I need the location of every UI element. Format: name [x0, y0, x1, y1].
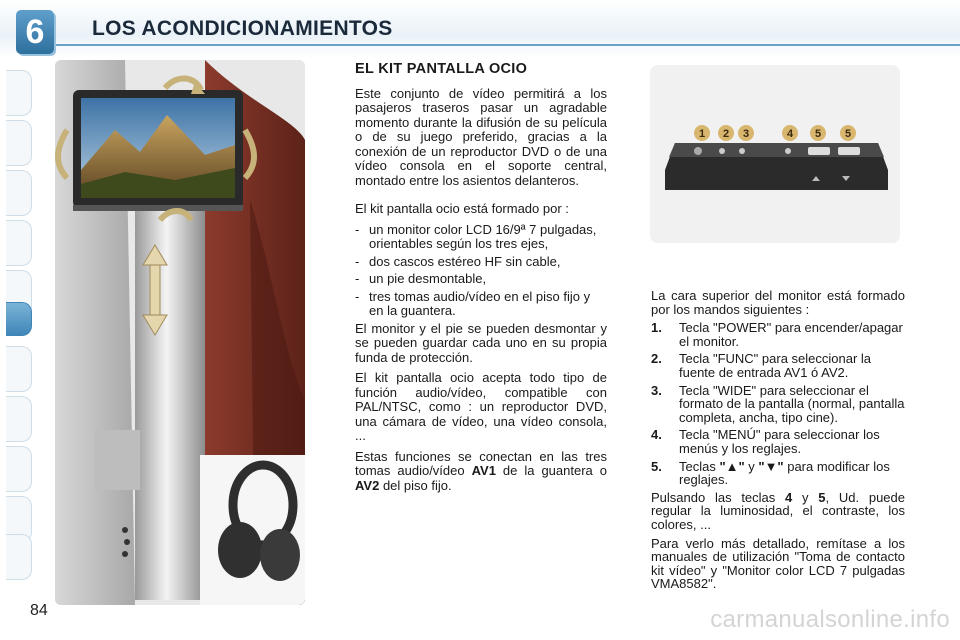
av1-label: AV1: [471, 463, 496, 478]
svg-text:4: 4: [786, 128, 794, 140]
item-number: 2.: [651, 351, 662, 367]
list-item: [651, 460, 905, 487]
list-item: [651, 428, 905, 455]
chapter-tab-11[interactable]: [6, 534, 32, 580]
controls-text-column: [651, 289, 905, 596]
list-item: - un pie desmontable,: [355, 272, 607, 287]
av2-label: AV2: [355, 477, 380, 493]
chapter-title: LOS ACONDICIONAMIENTOS: [92, 17, 393, 40]
header-rule: [55, 44, 960, 46]
connect-text: del piso fijo.: [379, 477, 452, 493]
adjust-text: , Ud. puede regular la luminosidad, el contraste, los colores, ...: [651, 489, 905, 532]
list-item: [651, 352, 905, 379]
item-number: 5.: [651, 458, 662, 474]
kit-contents-list: [355, 223, 607, 319]
list-item: [651, 384, 905, 425]
intro-paragraph: Este conjunto de vídeo permitirá a los pasajeros traseros pasar un agradable momento durante la difusión de su película o de su juego preferido, gracias a la conexión de un reproductor DVD o de una vídeo consola en el soporte central, montado entre los asientos delanteros.: [355, 85, 607, 188]
chapter-tab-9[interactable]: [6, 446, 32, 492]
list-item: [651, 321, 905, 348]
list-item: - tres tomas audio/vídeo en el piso fijo y en la guantera.: [355, 290, 607, 319]
control-panel-illustration: [650, 65, 900, 243]
svg-text:5: 5: [814, 128, 822, 140]
item-text: Tecla "POWER" para encender/apagar el monitor.: [679, 320, 903, 349]
kit-intro: El kit pantalla ocio está formado por :: [355, 201, 569, 216]
callout-5a: [810, 125, 826, 141]
more-info-paragraph: Para verlo más detallado, remítase a los manuales de utilización "Toma de contacto kit vídeo" y "Monitor color LCD 7 pulgadas VMA8582".: [651, 535, 905, 592]
svg-text:1: 1: [698, 128, 706, 140]
callout-2: [718, 125, 734, 141]
item-text: para modificar los reglajes.: [679, 458, 890, 488]
callout-4: [782, 125, 798, 141]
callout-5b: [840, 125, 856, 141]
key-4-label: 4: [785, 489, 793, 505]
chapter-tab-2[interactable]: [6, 120, 32, 166]
page-header: [0, 0, 960, 58]
storage-paragraph: El monitor y el pie se pueden desmontar y se pueden guardar cada uno en su propia funda de protección.: [355, 320, 607, 365]
page-number: 84: [30, 602, 48, 619]
item-text: y: [744, 458, 759, 474]
adjust-paragraph: [651, 491, 905, 532]
adjust-text: Pulsando las teclas: [651, 489, 786, 505]
list-item: - un monitor color LCD 16/9ª 7 pulgadas, orientables según los tres ejes,: [355, 223, 607, 252]
monitor-illustration: [55, 60, 305, 605]
chapter-tab-1[interactable]: [6, 70, 32, 116]
item-number: 3.: [651, 382, 662, 398]
monitor-photo: [55, 60, 305, 605]
chapter-number: 6: [25, 13, 45, 51]
connect-text: de la guantera o: [495, 463, 607, 478]
chapter-badge: [16, 10, 54, 54]
connect-paragraph: [355, 450, 607, 494]
controls-list: [651, 321, 905, 487]
chapter-tab-3[interactable]: [6, 170, 32, 216]
chapter-tab-4[interactable]: [6, 220, 32, 266]
compat-paragraph: El kit pantalla ocio acepta todo tipo de función audio/vídeo, compatible con PAL/NTSC, como : un reproductor DVD, una cámara de vídeo, una vídeo consola, ...: [355, 370, 607, 443]
controls-intro: La cara superior del monitor está formado por los mandos siguientes :: [651, 288, 905, 317]
list-item: - dos cascos estéreo HF sin cable,: [355, 255, 607, 270]
item-number: 4.: [651, 427, 662, 443]
item-text: Teclas: [679, 458, 720, 474]
item-text: Tecla "MENÚ" para seleccionar los menús y los reglajes.: [679, 427, 880, 456]
main-text-column: [355, 62, 607, 499]
svg-text:5: 5: [844, 128, 852, 140]
callout-1: [694, 125, 710, 141]
key-5-label: 5: [818, 489, 826, 505]
chapter-tab-6-active[interactable]: [6, 302, 32, 336]
chapter-tab-7[interactable]: [6, 346, 32, 392]
svg-text:2: 2: [722, 128, 730, 140]
svg-text:3: 3: [742, 128, 750, 140]
adjust-text: y: [792, 489, 819, 505]
item-number: 1.: [651, 320, 662, 336]
section-title: EL KIT PANTALLA OCIO: [355, 61, 528, 77]
watermark: carmanualsonline.info: [710, 606, 950, 633]
connect-text: Estas funciones se conectan en las tres tomas audio/vídeo: [355, 448, 607, 478]
control-panel-photo: [650, 65, 900, 243]
chapter-tabs: [0, 62, 36, 582]
chapter-tab-8[interactable]: [6, 396, 32, 442]
item-text: Tecla "WIDE" para seleccionar el formato de la pantalla (normal, pantalla completa, ancha, tipo cine).: [679, 382, 905, 425]
up-arrow-icon: "▲": [719, 458, 745, 474]
item-text: Tecla "FUNC" para seleccionar la fuente de entrada AV1 ó AV2.: [679, 351, 872, 380]
down-arrow-icon: "▼": [758, 458, 784, 474]
callout-3: [738, 125, 754, 141]
